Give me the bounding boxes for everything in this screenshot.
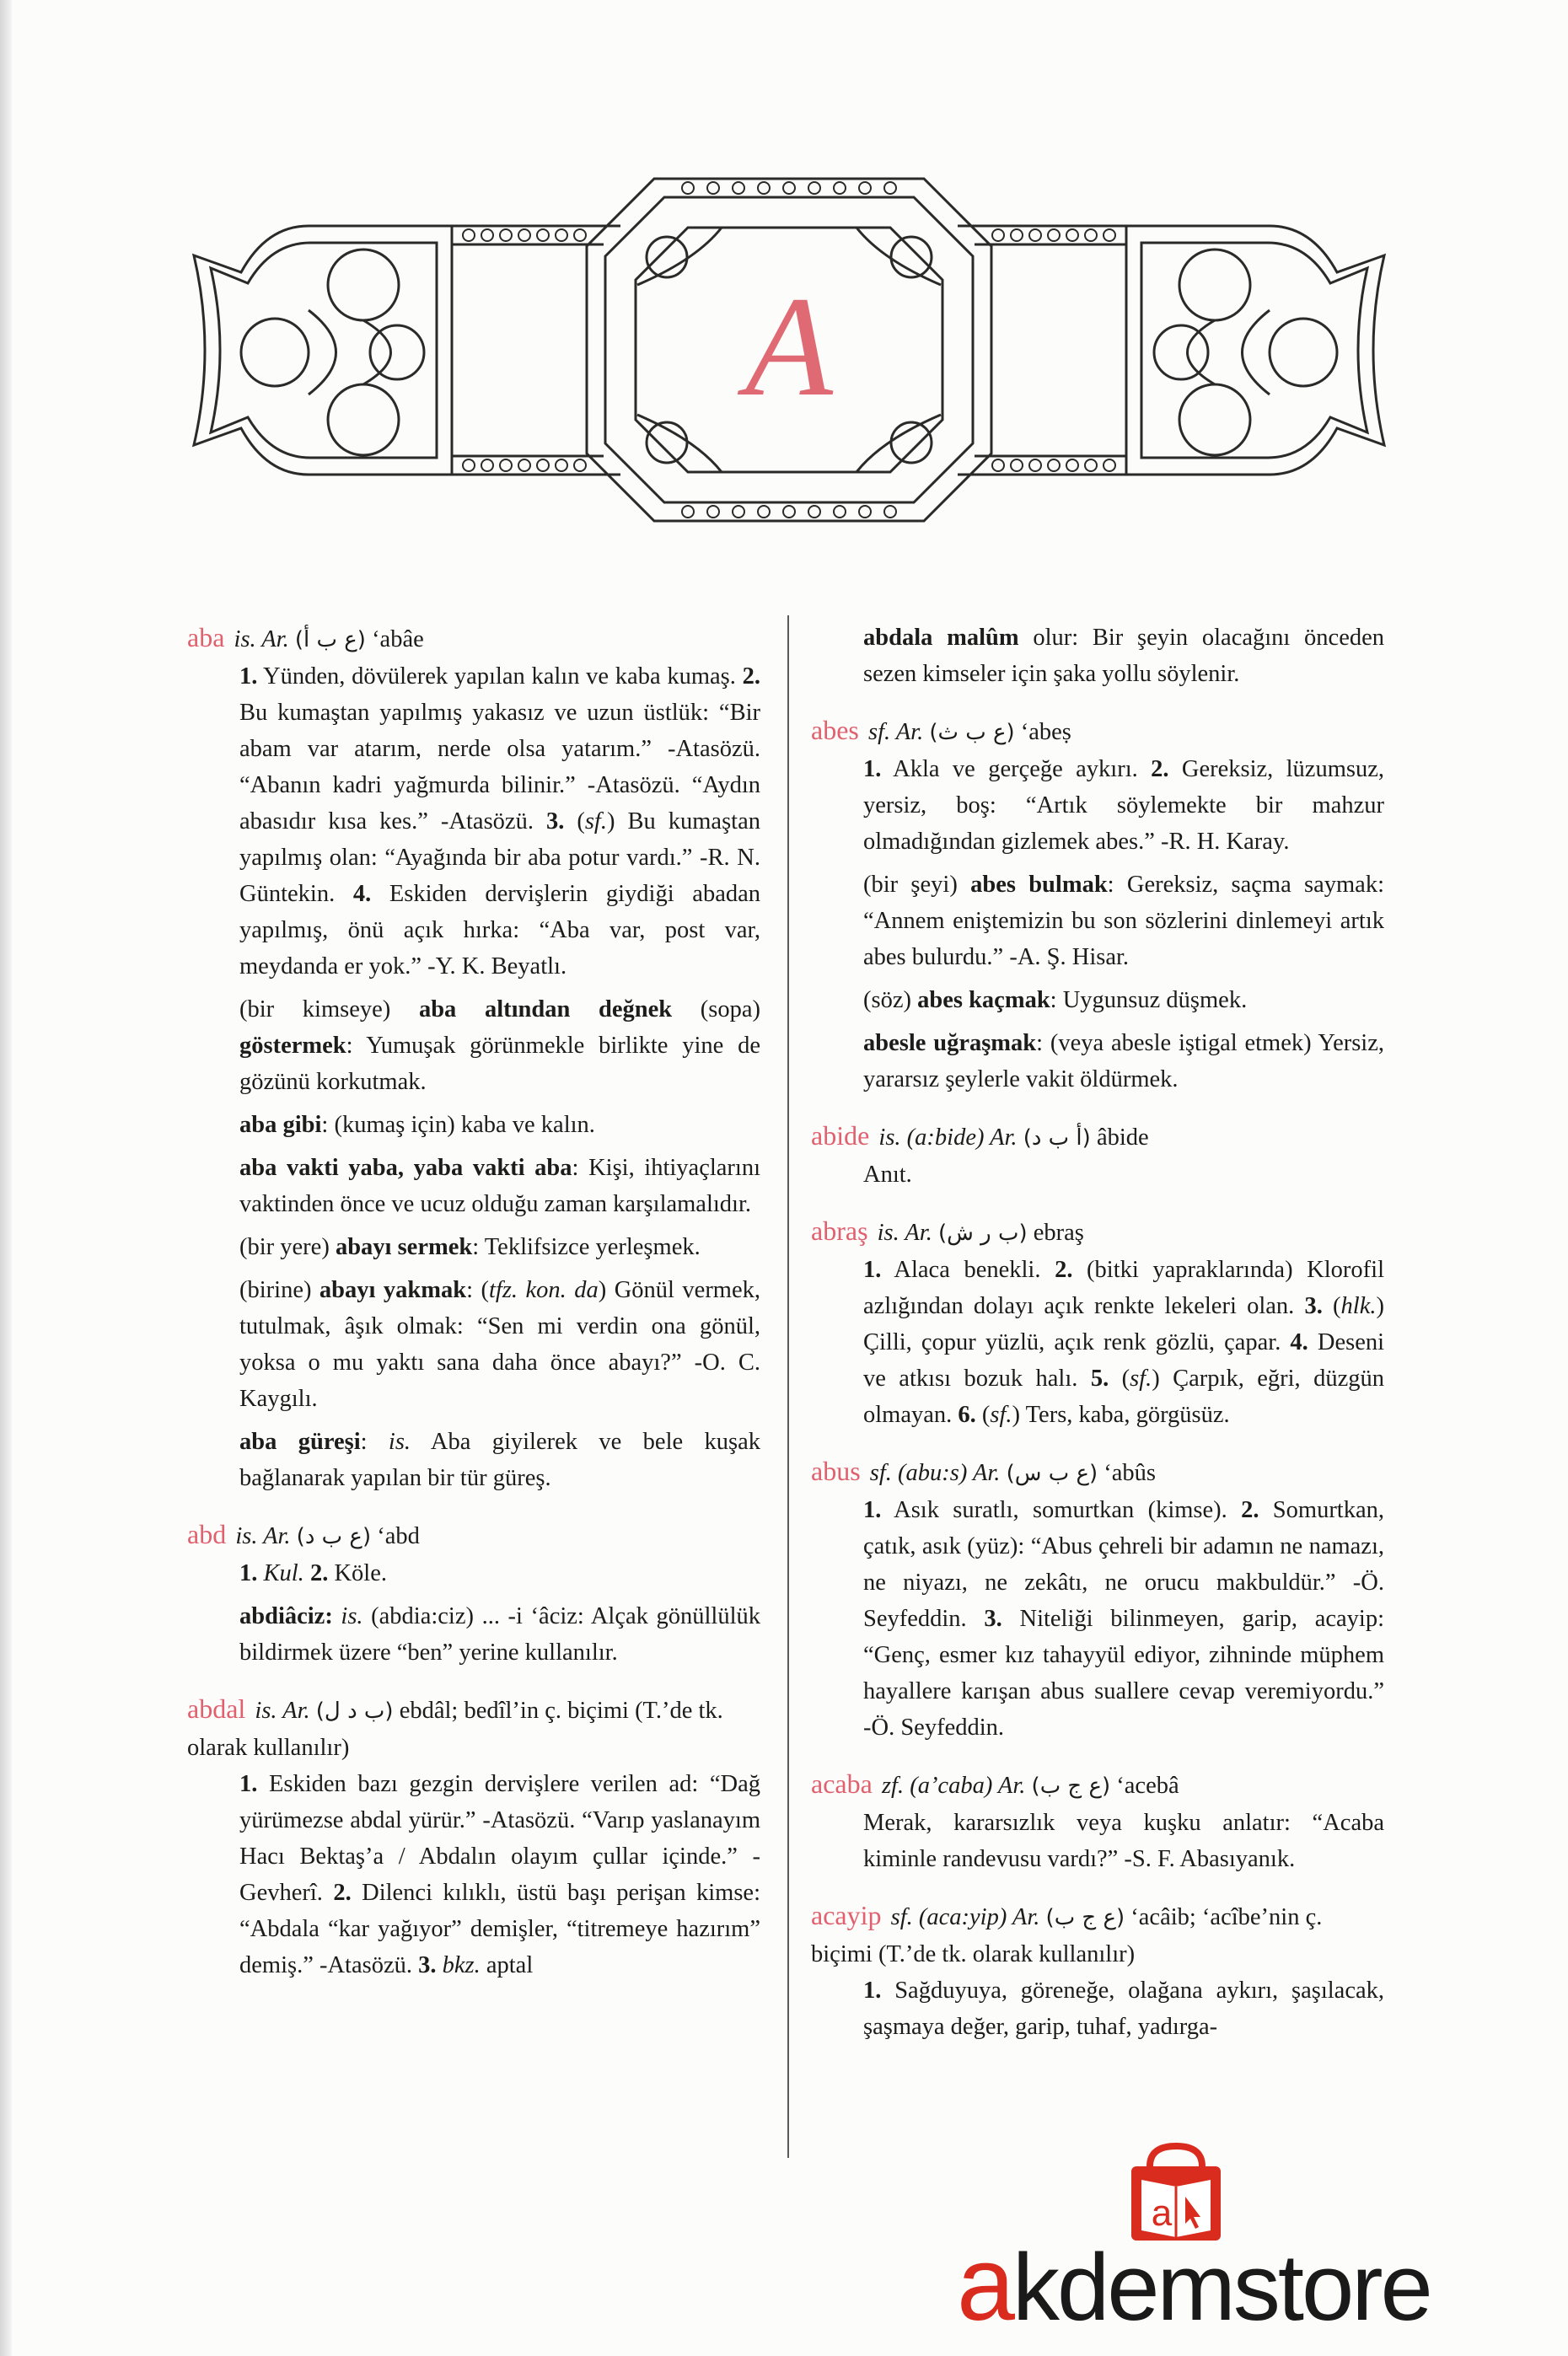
bold-term: 1. [863,756,882,782]
bold-term: aba gibi [239,1112,322,1138]
definition-text: : [360,1429,389,1455]
definition-paragraph [239,1107,760,1143]
bold-term: 2. [1055,1257,1073,1283]
definition-paragraph [863,1252,1384,1433]
definition-text: Deseni ve atkısı bozuk halı. [863,1329,1385,1392]
definition-text: olur: Bir şeyin olacağını önceden sezen kimseler için şaka yollu söylenir. [863,625,1384,687]
definition-paragraph [863,1025,1384,1097]
bold-term: abesle uğraşmak [863,1030,1037,1056]
definition-text: Gereksiz, lüzumsuz, yersiz, boş: “Artık söylemekte bir mahzur olmadığından gizlemek abes.” -R. H. Karay. [863,756,1384,855]
definition-paragraph [239,1766,760,1983]
definition-text: (bir şeyi) [863,872,971,898]
definition-text: Yünden, dövülerek yapılan kalın ve kaba kumaş. [257,663,743,690]
entry-head [811,1453,1384,1492]
definition-text: Sağduyuya, göreneğe, olağana aykırı, şaşılacak, şaşmaya değer, garip, tuhaf, yadırga- [863,1978,1384,2040]
dictionary-entry [811,620,1384,692]
bold-term: 1. [239,663,258,690]
definition-paragraph [863,867,1384,975]
headword: acayip [811,1900,882,1930]
bold-term: abayı sermek [335,1234,473,1260]
entry-head [187,1516,760,1555]
definition-text [436,1952,442,1978]
headword: abd [187,1519,227,1549]
definition-text: : ( [466,1277,489,1303]
italic-abbreviation: hlk. [1340,1293,1377,1319]
italic-abbreviation: bkz. [442,1952,481,1978]
arabic-root: (ب ر ش) [937,1221,1028,1246]
definition-text: : Gereksiz, saçma saymak: “Annem eniştemizin bu son sözlerini dinlemeyi artık abes bulurdu.” -A. Ş. Hisar. [863,872,1384,970]
etymon: âbide [1096,1124,1149,1151]
italic-abbreviation: Kul. [263,1560,304,1586]
right-column [811,620,1384,2065]
grammar-label: is. Ar. [877,1220,932,1246]
definition-text: Somurtkan, çatık, asık (yüz): “Abus çehreli bir adamın ne namazı, ne niyazı, ne zekâtı, ne orucu makbuldür.” -Ö. Seyfeddin. [863,1497,1385,1632]
definition-paragraph [239,1150,760,1222]
definition-text: Anıt. [863,1162,912,1188]
etymon: ‘abd [377,1523,420,1549]
store-watermark [957,2141,1431,2348]
bold-term: 2. [742,663,760,690]
brand-rest: kdemstore [1012,2235,1431,2340]
definition-text: (bitki yapraklarında) Klorofil azlığından dolayı açık renkte lekeleri olan. [863,1257,1384,1319]
definition-text: Aba giyilerek ve bele kuşak bağlanarak yapılan bir tür güreş. [239,1429,760,1491]
left-column [187,620,760,2004]
definition-paragraph [863,620,1384,692]
italic-abbreviation: sf. [1130,1366,1152,1392]
dictionary-entry [811,712,1384,1097]
headword: acaba [811,1768,873,1799]
etymon: ‘acebâ [1116,1773,1179,1799]
column-divider [787,615,789,2158]
bold-term: aba altından değnek [418,996,673,1022]
bold-term: abdiâciz: [239,1603,333,1629]
page-gutter-shadow [0,0,12,2356]
bold-term: abes bulmak [970,872,1108,898]
definition-text: Eskiden dervişlerin giydiği abadan yapılmış, önü açık hırka: “Aba var, post var, meydanda er yok.” -Y. K. Beyatlı. [239,881,760,979]
bold-term: 1. [863,1978,882,2004]
definition-text [333,1603,341,1629]
definition-text: Niteliği bilinmeyen, garip, acayip: “Genç, esmer kız tahayyül ediyor, zihninde müphem hayallere karışan abus suallere cevap veremiyordu.” -Ö. Seyfeddin. [863,1606,1385,1741]
dictionary-entry [811,1897,1384,2045]
definition-text: ( [1322,1293,1341,1319]
book-bag-icon [1125,2143,1227,2244]
grammar-label: is. Ar. [235,1523,291,1549]
headword: abes [811,715,859,745]
bold-term: 1. [239,1771,258,1797]
italic-abbreviation: is. [341,1603,363,1629]
etymon: ebdâl; bedîl’in ç. biçimi (T.’de tk. olarak kullanılır) [187,1698,723,1761]
definition-text: Akla ve gerçeğe aykırı. [881,756,1152,782]
bold-term: aba vakti yaba, yaba vakti aba [239,1155,572,1181]
dictionary-entry [811,1766,1384,1877]
definition-paragraph [239,991,760,1100]
definition-text: (bir yere) [239,1234,336,1260]
italic-abbreviation: is. [388,1429,411,1455]
bold-term: 4. [352,881,372,907]
entry-head [187,620,760,658]
definition-text: Asık suratlı, somurtkan (kimse). [881,1497,1242,1523]
bold-term: 3. [984,1606,1002,1632]
arabic-root: (ع ج ب) [1031,1774,1111,1799]
definition-paragraph [863,1492,1384,1746]
definition-text: Alaca benekli. [881,1257,1055,1283]
arabic-root: (ع ج ب) [1045,1905,1125,1930]
definition-text [304,1560,310,1586]
definition-text: ) Çilli, çopur yüzlü, açık renk gözlü, çapar. [863,1293,1384,1355]
bold-term: 2. [309,1560,329,1586]
dictionary-entry [811,1118,1384,1193]
etymon: ‘abûs [1104,1460,1156,1486]
arabic-root: (ع ب د) [296,1524,372,1549]
definition-paragraph [863,1972,1384,2045]
etymon: ‘abâe [372,626,424,652]
definition-paragraph [239,1229,760,1265]
definition-text: : Teklifsizce yerleşmek. [472,1234,701,1260]
dictionary-entry [187,1516,760,1671]
definition-text: ) Gönül vermek, tutulmak, âşık olmak: “Sen mi verdin ona gönül, yoksa o mu yaktı sana daha önce abayı?” -O. C. Kaygılı. [239,1277,760,1412]
dictionary-entry [811,1453,1384,1746]
definition-text: ( [564,808,585,835]
bold-term: 4. [1290,1329,1308,1355]
definition-paragraph [239,1424,760,1496]
headword: abdal [187,1693,246,1724]
definition-text: ( [975,1402,991,1428]
grammar-label: sf. (aca:yip) Ar. [890,1904,1040,1930]
bold-term: göstermek [239,1033,346,1059]
grammar-label: zf. (a’caba) Ar. [881,1773,1026,1799]
bold-term: 1. [863,1497,882,1523]
entry-head [811,1766,1384,1805]
bold-term: 1. [239,1560,258,1586]
bold-term: aba güreşi [239,1429,361,1455]
bold-term: abdala malûm [863,625,1019,651]
entry-head [811,1213,1384,1252]
definition-text: Merak, kararsızlık veya kuşku anlatır: “Acaba kiminle randevusu vardı?” -S. F. Abasıyanık. [863,1810,1384,1872]
definition-paragraph [863,1805,1384,1877]
definition-text: aptal [480,1952,534,1978]
definition-text: : (kumaş için) kaba ve kalın. [321,1112,595,1138]
etymon: ebraş [1033,1220,1084,1246]
entry-head [811,1118,1384,1157]
italic-abbreviation: sf. [990,1402,1012,1428]
definition-text: Bu kumaştan yapılmış yakasız ve uzun üstlük: “Bir abam var atarım, nerde olsa yatarım.” -Atasözü. “Abanın kadri yağmurda bilinir.” -Atasözü. “Aydın abasıdır kısa kes.” -Atasözü. [239,700,760,835]
grammar-label: is. (a:bide) Ar. [878,1124,1018,1151]
headword: abide [811,1120,870,1151]
bold-term: abes kaçmak [917,987,1050,1013]
italic-abbreviation: sf. [584,808,607,835]
definition-paragraph [863,982,1384,1018]
definition-text: (birine) [239,1277,320,1303]
bold-term: 2. [333,1880,352,1906]
bold-term: 6. [958,1402,976,1428]
section-letter: A [745,267,833,426]
dictionary-entry [187,1691,760,1983]
arabic-root: (أ ب د) [1023,1125,1091,1151]
grammar-label: sf. Ar. [867,719,924,745]
definition-paragraph [239,658,760,985]
arabic-root: (ع ب س) [1006,1461,1098,1486]
brand-name [957,2226,1431,2343]
grammar-label: is. Ar. [255,1698,310,1724]
definition-text: ) Çarpık, eğri, düzgün olmayan. [863,1366,1384,1428]
entry-head [811,712,1384,751]
definition-paragraph [239,1555,760,1591]
bold-term: 5. [1090,1366,1109,1392]
definition-text: Köle. [328,1560,387,1586]
definition-text: (bir kimseye) [239,996,419,1022]
definition-text: ( [1109,1366,1130,1392]
bold-term: 2. [1151,756,1169,782]
definition-text: : Kişi, ihtiyaçlarını vaktinden önce ve ucuz olduğu zaman karşılamalıdır. [239,1155,760,1217]
bold-term: 3. [545,808,565,835]
headword: aba [187,622,225,652]
definition-text: : Yumuşak görünmekle birlikte yine de gözünü korkutmak. [239,1033,760,1095]
dictionary-entry [187,620,760,1496]
brand-prefix: a [957,2226,1012,2343]
arabic-root: (ع ب ث) [929,720,1015,745]
ornament-banner [182,175,1396,525]
definition-text: (abdia:ciz) ... -i ‘âciz: Alçak gönüllülük bildirmek üzere “ben” yerine kullanılır. [239,1603,760,1666]
arabic-root: (ع ب أ) [294,627,366,652]
definition-text: : Uygunsuz düşmek. [1050,987,1248,1013]
definition-text: Eskiden bazı gezgin dervişlere verilen ad: “Dağ yürümezse abdal yürür.” -Atasözü. “Varıp yaslanayım Hacı Bektaş’a / Abdalın olayım çullar içinde.” -Gevherî. [239,1771,760,1906]
headword: abus [811,1456,861,1486]
definition-text: ) Ters, kaba, görgüsüz. [1012,1402,1230,1428]
arabic-root: (ب د ل) [315,1699,394,1724]
grammar-label: is. Ar. [234,626,289,652]
definition-paragraph [863,1157,1384,1193]
headword: abraş [811,1216,868,1246]
bold-term: 3. [418,1952,437,1978]
entry-head [811,1897,1384,1972]
bold-term: 3. [1304,1293,1323,1319]
definition-paragraph [239,1598,760,1671]
definition-text: Dilenci kılıklı, üstü başı perişan kimse: “Abdala “kar yağıyor” demişler, “titremeye hazırım” demiş.” -Atasözü. [239,1880,760,1978]
definition-text: (sopa) [672,996,760,1022]
etymon: ‘abeṣ [1020,719,1071,745]
definition-text: ) Bu kumaştan yapılmış olan: “Ayağında bir aba potur vardı.” -R. N. Güntekin. [239,808,760,907]
definition-text: : (veya abesle iştigal etmek) Yersiz, yararsız şeylerle vakit öldürmek. [863,1030,1384,1092]
bold-term: 1. [863,1257,882,1283]
definition-paragraph [863,751,1384,860]
dictionary-entry [811,1213,1384,1433]
grammar-label: sf. (abu:s) Ar. [869,1460,1001,1486]
entry-head [187,1691,760,1766]
definition-text [257,1560,263,1586]
italic-abbreviation: tfz. kon. da [488,1277,599,1303]
etymon: ‘acâib; ‘acîbe’nin ç. biçimi (T.’de tk. olarak kullanılır) [811,1904,1323,1967]
definition-paragraph [239,1272,760,1417]
mark-letter: a [1151,2192,1173,2234]
bold-term: abayı yakmak [319,1277,467,1303]
bold-term: 2. [1241,1497,1259,1523]
definition-text: (söz) [863,987,918,1013]
